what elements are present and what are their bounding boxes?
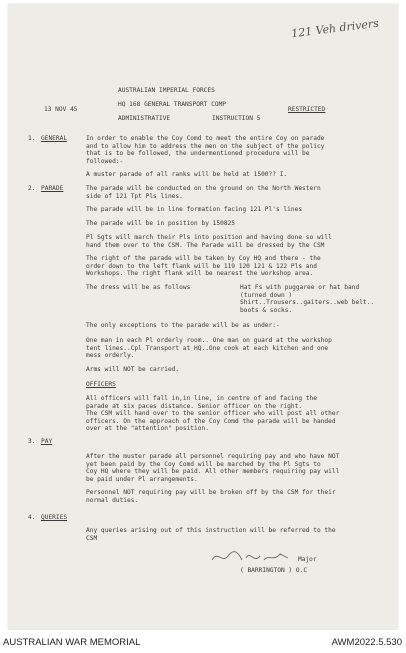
dress-item: Hat Fs with puggaree or hat band — [240, 284, 360, 291]
pay-line: Personnel NOT requiring pay will be broken off by the CSM for their — [86, 489, 336, 496]
officers-line: over at the "attention" position. — [86, 425, 209, 432]
pay-line: After the muster parade all personnel requiring pay and who have NOT — [86, 453, 340, 460]
general-line: In order to enable the Coy Comd to meet the entire Coy on parade — [86, 135, 325, 142]
pay-line: normal duties. — [86, 496, 139, 504]
officers-line: The CSM will hand over to the senior officer who will post all other — [86, 410, 340, 417]
document-page — [8, 4, 398, 630]
signature-name: ( BARRINGTON ) O.C — [240, 567, 308, 574]
parade-arms: Arms will NOT be carried. — [86, 366, 180, 373]
parade-line: mess orderly. — [86, 352, 135, 359]
pay-line: yet been paid by the Coy Comd will be marched by the Pl Sgts to — [86, 460, 321, 468]
header-instruction: INSTRUCTION 5 — [212, 115, 261, 122]
parade-line: One man in each Pl orderly room.. One man on guard at the workshop — [86, 337, 332, 344]
section-number: 1. — [28, 135, 36, 142]
section-number: 3. — [28, 438, 36, 445]
header-classification: RESTRICTED — [288, 106, 326, 113]
parade-line: Workshops. The right flank will be nearest the workshop area. — [86, 270, 314, 277]
section-number: 2. — [28, 185, 36, 192]
section-title-pay: PAY — [41, 438, 53, 445]
section-title-queries: QUERIES — [41, 514, 68, 521]
section-title-general: GENERAL — [41, 135, 68, 142]
officers-line: All officers will fall in,in line, in centre of and facing the — [86, 395, 317, 402]
parade-line: side of 121 Tpt Pls lines. — [86, 192, 183, 200]
parade-line: order down to the left flank will be 119 120 121 & 122 Pls and — [86, 262, 317, 270]
header-administrative: ADMINISTRATIVE — [118, 115, 171, 122]
signature-rank: Major — [298, 556, 317, 563]
general-line: that is to be followed, the undermentioned procedure will be — [86, 150, 310, 157]
dress-item: boots & socks. — [240, 306, 293, 314]
parade-line: The parade will be conducted on the ground on the North Western — [86, 185, 321, 192]
officers-line: parade at six paces distance. Senior officer on the right. — [86, 402, 303, 410]
parade-line: hand them over to the CSM. The Parade will be dressed by the CSM — [86, 241, 325, 249]
header-unit: HQ 168 GENERAL TRANSPORT COMP — [118, 101, 227, 108]
parade-line: The parade will be in position by 150825 — [86, 220, 236, 227]
parade-line: The parade will be in line formation facing 121 Pl's lines — [86, 206, 303, 213]
general-muster: A muster parade of all ranks will be held at 1500?? I. — [86, 171, 288, 178]
archive-footer — [0, 630, 406, 653]
officers-title: OFFICERS — [86, 381, 116, 388]
header-date: 13 NOV 45 — [44, 106, 78, 113]
header-org: AUSTRALIAN IMPERIAL FORCES — [118, 87, 215, 94]
section-number: 4. — [28, 514, 36, 521]
footer-accession-number: AWM2022.5.530 — [331, 637, 402, 648]
pay-line: Coy HQ where they will be paid. All other members requiring pay will — [86, 468, 340, 475]
handwritten-note: 121 Veh drivers — [290, 16, 380, 41]
dress-item: (turned down ) — [240, 291, 293, 299]
parade-line: Pl Sgts will march their Pls into position and having done so will — [86, 234, 332, 241]
general-line: followed:- — [86, 157, 124, 165]
footer-institution: AUSTRALIAN WAR MEMORIAL — [3, 637, 141, 648]
queries-line: Any queries arising out of this instruction will be referred to the — [86, 527, 336, 534]
parade-line: tent lines..Cpl Transport at HQ..One cook at each kitchen and one — [86, 344, 329, 352]
queries-line: CSM — [86, 534, 98, 542]
section-title-parade: PARADE — [41, 185, 64, 192]
dress-item: Shirt..Trousers..gaiters..web belt.. — [240, 299, 375, 306]
pay-line: be paid under Pl arrangements. — [86, 475, 198, 483]
officers-line: officers. On the approach of the Coy Comd the parade will be handed — [86, 417, 336, 425]
general-line: and to allow him to address the men on the subject of the policy — [86, 142, 325, 150]
dress-label: The dress will be as follows — [86, 284, 191, 291]
parade-exceptions: The only exceptions to the parade will be as under:- — [86, 322, 280, 329]
parade-line: The right of the parade will be taken by Coy HQ and there - the — [86, 255, 321, 262]
